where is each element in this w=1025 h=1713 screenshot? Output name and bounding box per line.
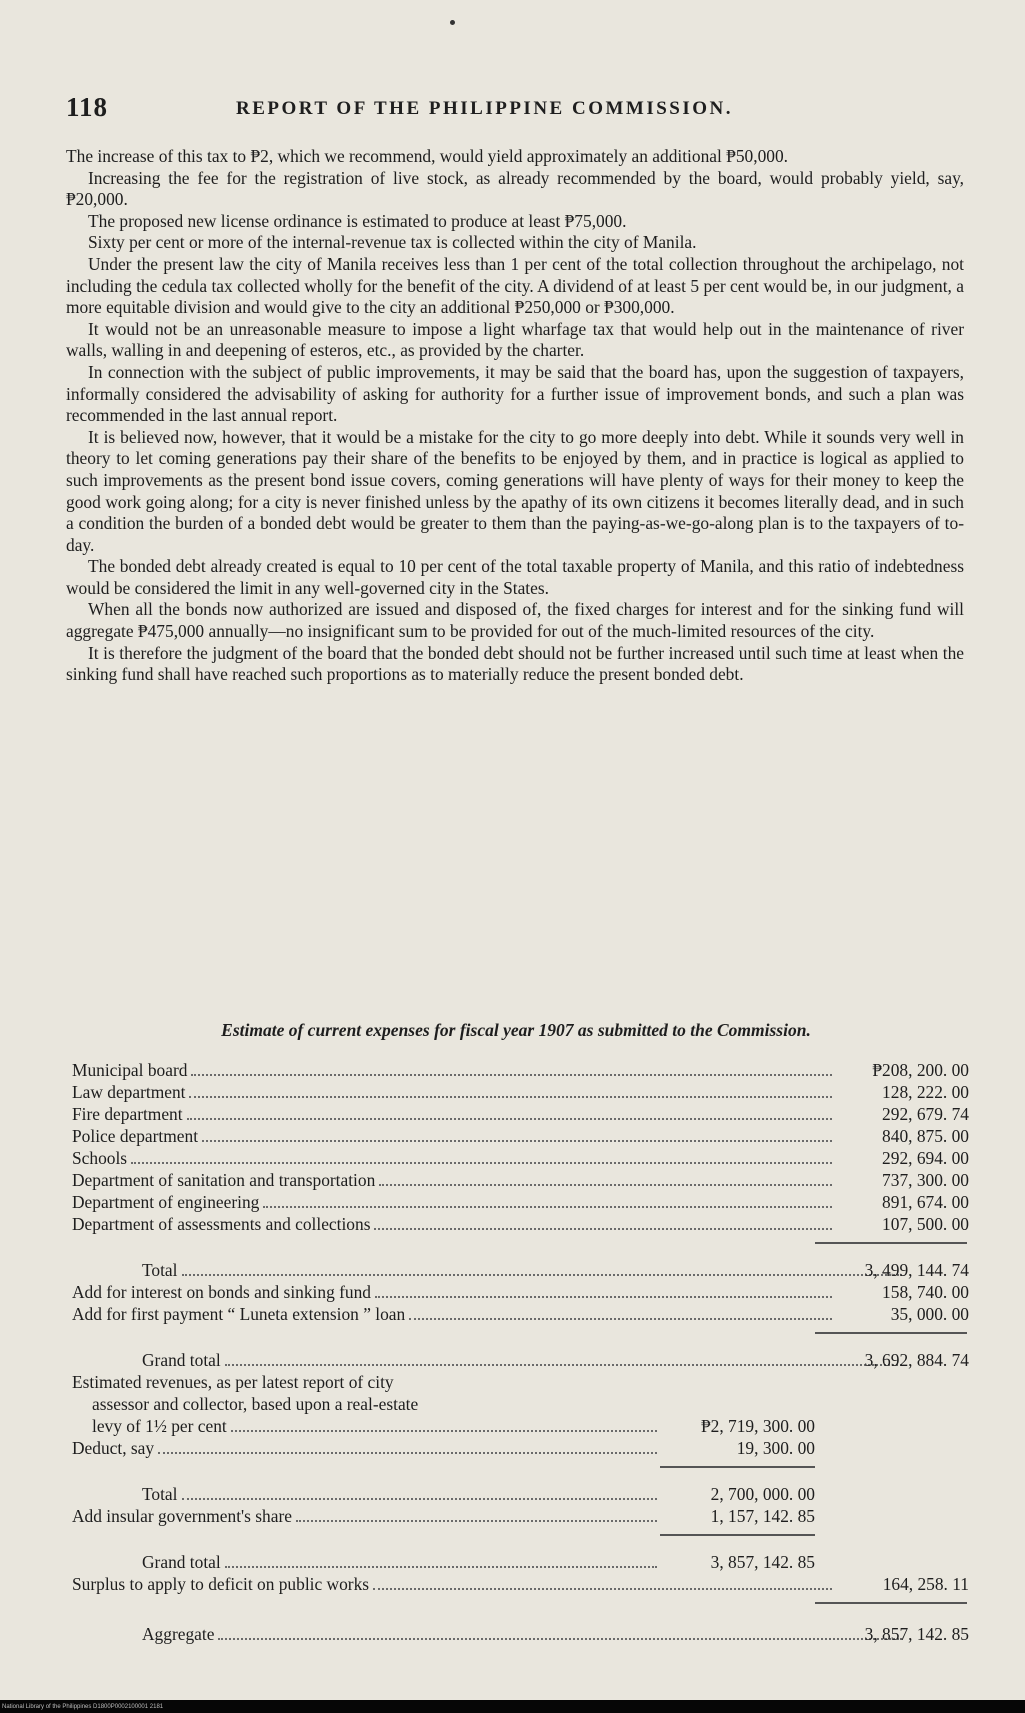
- row-amount: 292, 679. 74: [882, 1104, 969, 1124]
- table-row: [0, 1104, 1025, 1126]
- grand-total-row: [0, 1350, 1025, 1372]
- row-label: Department of engineering: [72, 1192, 263, 1214]
- row-amount: 3, 499, 144. 74: [864, 1260, 969, 1280]
- table-row: [0, 1082, 1025, 1104]
- page-number: 118: [66, 92, 109, 122]
- sum-rule: [815, 1602, 967, 1604]
- row-amount: 3, 692, 884. 74: [864, 1350, 969, 1370]
- row-label: Total: [142, 1260, 182, 1282]
- row-amount: 107, 500. 00: [882, 1214, 969, 1234]
- sum-rule: [660, 1466, 815, 1468]
- paragraph: The increase of this tax to ₱2, which we recommend, would yield approximately an additional ₱50,000.: [66, 146, 789, 166]
- paragraph: The bonded debt already created is equal to 10 per cent of the total taxable property of Manila, and this ratio of indebtedness would be considered the limit in any well-governed city in the States.: [66, 556, 964, 598]
- table-row: [0, 1192, 1025, 1214]
- row-label: Law department: [72, 1082, 189, 1104]
- table-caption: Estimate of current expenses for fiscal year 1907 as submitted to the Commission.: [221, 1020, 811, 1040]
- row-label: assessor and collector, based upon a real-estate: [92, 1394, 422, 1416]
- row-amount: ₱208, 200. 00: [872, 1060, 969, 1080]
- total-row: [0, 1484, 1025, 1506]
- table-row: [0, 1304, 1025, 1326]
- row-amount: 128, 222. 00: [882, 1082, 969, 1102]
- row-label: Surplus to apply to deficit on public works: [72, 1574, 373, 1596]
- row-label: Aggregate: [142, 1624, 218, 1646]
- paragraph: It is believed now, however, that it would be a mistake for the city to go more deeply into debt. While it sounds very well in theory to let coming generations pay their share of the benefits to be enjoyed by them, and in practice is logical as applied to such improvements as the present bond issue covers, coming generations will have plenty of ways for their money to keep the good work going along; for a city is never finished unless by the apathy of its own citizens it becomes literally dead, and in such a condition the burden of a bonded debt would be greater to them than the paying-as-we-go-along plan is to the taxpayers of to-day.: [66, 426, 964, 555]
- sum-rule: [660, 1534, 815, 1536]
- row-amount: 737, 300. 00: [882, 1170, 969, 1190]
- table-row: [0, 1170, 1025, 1192]
- row-label: Grand total: [142, 1552, 225, 1574]
- row-label: Municipal board: [72, 1060, 191, 1082]
- row-label: Deduct, say: [72, 1438, 158, 1460]
- row-amount: 1, 157, 142. 85: [710, 1506, 815, 1526]
- row-amount: 164, 258. 11: [882, 1574, 969, 1594]
- ink-speck: [450, 20, 455, 25]
- row-label: Estimated revenues, as per latest report of city: [72, 1372, 398, 1394]
- paragraph: Increasing the fee for the registration of live stock, as already recommended by the board, would probably yield, say, ₱20,000.: [66, 167, 964, 210]
- row-label: Department of sanitation and transportation: [72, 1170, 379, 1192]
- table-row: [0, 1506, 1025, 1528]
- row-amount: 292, 694. 00: [882, 1148, 969, 1168]
- aggregate-row: [0, 1624, 1025, 1646]
- row-label: Add insular government's share: [72, 1506, 296, 1528]
- paragraph: When all the bonds now authorized are issued and disposed of, the fixed charges for interest and for the sinking fund will aggregate ₱475,000 annually—no insignificant sum to be provided for out of the much-limited resources of the city.: [66, 599, 964, 642]
- row-label: Department of assessments and collections: [72, 1214, 374, 1236]
- report-body: [66, 146, 964, 686]
- row-amount: 840, 875. 00: [882, 1126, 969, 1146]
- paragraph: It is therefore the judgment of the board that the bonded debt should not be further increased until such time at least when the sinking fund shall have reached such proportions as to materially reduce the present bonded debt.: [66, 642, 964, 685]
- row-amount: 3, 857, 142. 85: [864, 1624, 969, 1644]
- running-title: REPORT OF THE PHILIPPINE COMMISSION.: [236, 98, 734, 119]
- revenue-estimate-text: [0, 1372, 1025, 1394]
- table-row: [0, 1416, 1025, 1438]
- row-label: Grand total: [142, 1350, 225, 1372]
- table-row: [0, 1148, 1025, 1170]
- table-row: [0, 1282, 1025, 1304]
- sum-rule: [815, 1242, 967, 1244]
- page-header: [66, 92, 966, 128]
- row-amount: 891, 674. 00: [882, 1192, 969, 1212]
- paragraph: It would not be an unreasonable measure to impose a light wharfage tax that would help out in the maintenance of river walls, walling in and deepening of esteros, etc., as provided by the charter.: [66, 318, 964, 361]
- table-row: [0, 1126, 1025, 1148]
- row-label: Schools: [72, 1148, 131, 1170]
- revenue-estimate-text: [0, 1394, 1025, 1416]
- row-label: Police department: [72, 1126, 202, 1148]
- sum-rule: [815, 1332, 967, 1334]
- scan-footer: National Library of the Philippines D1800P0002100001 2181: [2, 1704, 164, 1710]
- row-amount: 35, 000. 00: [890, 1304, 969, 1324]
- table-row: [0, 1214, 1025, 1236]
- total-row: [0, 1260, 1025, 1282]
- row-amount: 158, 740. 00: [882, 1282, 969, 1302]
- row-amount: 19, 300. 00: [736, 1438, 815, 1458]
- table-row: [0, 1574, 1025, 1596]
- row-label: Total: [142, 1484, 182, 1506]
- grand-total-row: [0, 1552, 1025, 1574]
- table-row: [0, 1060, 1025, 1082]
- table-row: [0, 1438, 1025, 1460]
- row-amount: 3, 857, 142. 85: [710, 1552, 815, 1572]
- row-label: levy of 1½ per cent: [92, 1416, 231, 1438]
- row-label: Add for interest on bonds and sinking fund: [72, 1282, 375, 1304]
- row-amount: ₱2, 719, 300. 00: [700, 1416, 815, 1436]
- paragraph: Under the present law the city of Manila receives less than 1 per cent of the total collection throughout the archipelago, not including the cedula tax collected wholly for the benefit of the city. A dividend of at least 5 per cent would be, in our judgment, a more equitable division and would give to the city an additional ₱250,000 or ₱300,000.: [66, 253, 964, 318]
- paragraph: The proposed new license ordinance is estimated to produce at least ₱75,000.: [88, 210, 627, 231]
- paragraph: Sixty per cent or more of the internal-revenue tax is collected within the city of Manila.: [88, 232, 697, 253]
- row-label: Fire department: [72, 1104, 187, 1126]
- row-label: Add for first payment “ Luneta extension ” loan: [72, 1304, 409, 1326]
- row-amount: 2, 700, 000. 00: [710, 1484, 815, 1504]
- paragraph: In connection with the subject of public improvements, it may be said that the board has, upon the suggestion of taxpayers, informally considered the advisability of asking for authority for a further issue of improvement bonds, and such a plan was recommended in the last annual report.: [66, 361, 964, 426]
